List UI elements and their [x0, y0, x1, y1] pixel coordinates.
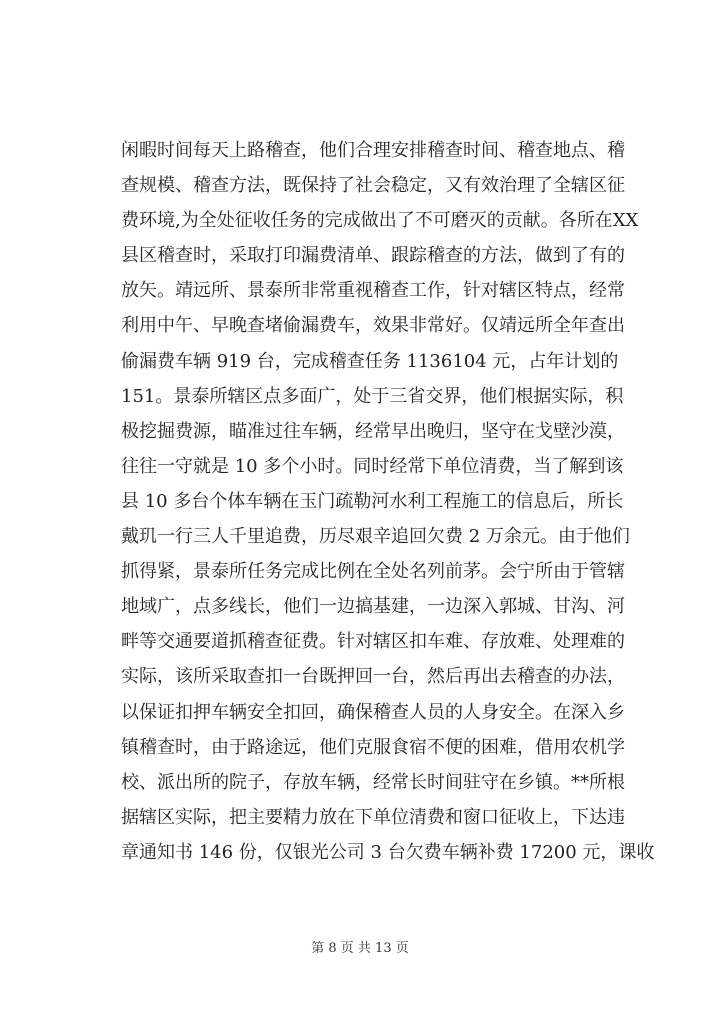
- text-line: 戴玑一行三人千里追费，历尽艰辛追回欠费 2 万余元。由于他们: [121, 526, 630, 548]
- text-line: 往往一守就是 10 多个小时。同时经常下单位清费，当了解到该: [121, 455, 624, 477]
- text-line: 抓得紧，景泰所任务完成比例在全处名列前茅。会宁所由于管辖: [121, 561, 625, 583]
- text-line: 以保证扣押车辆安全扣回，确保稽查人员的人身安全。在深入乡: [121, 701, 625, 723]
- text-line: 查规模、稽查方法，既保持了社会稳定，又有效治理了全辖区征: [121, 175, 625, 197]
- text-line: 县区稽查时，采取打印漏费清单、跟踪稽查的方法，做到了有的: [121, 245, 625, 267]
- text-line: 偷漏费车辆 919 台，完成稽查任务 1136104 元，占年计划的: [121, 350, 619, 372]
- text-line: 放矢。靖远所、景泰所非常重视稽查工作，针对辖区特点，经常: [121, 280, 625, 302]
- body-text: [121, 133, 655, 870]
- text-line: 章通知书 146 份，仅银光公司 3 台欠费车辆补费 17200 元，课收: [121, 841, 655, 863]
- text-line: 极挖掘费源，瞄准过往车辆，经常早出晚归，坚守在戈壁沙漠，: [121, 420, 625, 442]
- text-line: 据辖区实际，把主要精力放在下单位清费和窗口征收上，下达违: [121, 806, 625, 828]
- text-line: 实际，该所采取查扣一台既押回一台，然后再出去稽查的办法，: [121, 666, 625, 688]
- text-line: 利用中午、早晚查堵偷漏费车，效果非常好。仅靖远所全年查出: [121, 315, 625, 337]
- text-line: 费环境,为全处征收任务的完成做出了不可磨灭的贡献。各所在XX: [121, 210, 639, 232]
- text-line: 县 10 多台个体车辆在玉门疏勒河水利工程施工的信息后，所长: [121, 490, 624, 512]
- text-line: 畔等交通要道抓稽查征费。针对辖区扣车难、存放难、处理难的: [121, 631, 625, 653]
- text-line: 闲暇时间每天上路稽查，他们合理安排稽查时间、稽查地点、稽: [121, 140, 625, 161]
- text-line: 校、派出所的院子，存放车辆，经常长时间驻守在乡镇。**所根: [121, 771, 625, 793]
- text-line: 地域广，点多线长，他们一边搞基建，一边深入郭城、甘沟、河: [121, 596, 625, 618]
- page-footer: 第 8 页 共 13 页: [311, 941, 409, 956]
- text-line: 151。景泰所辖区点多面广，处于三省交界，他们根据实际，积: [121, 385, 624, 407]
- text-line: 镇稽查时，由于路途远，他们克服食宿不便的困难，借用农机学: [121, 736, 625, 758]
